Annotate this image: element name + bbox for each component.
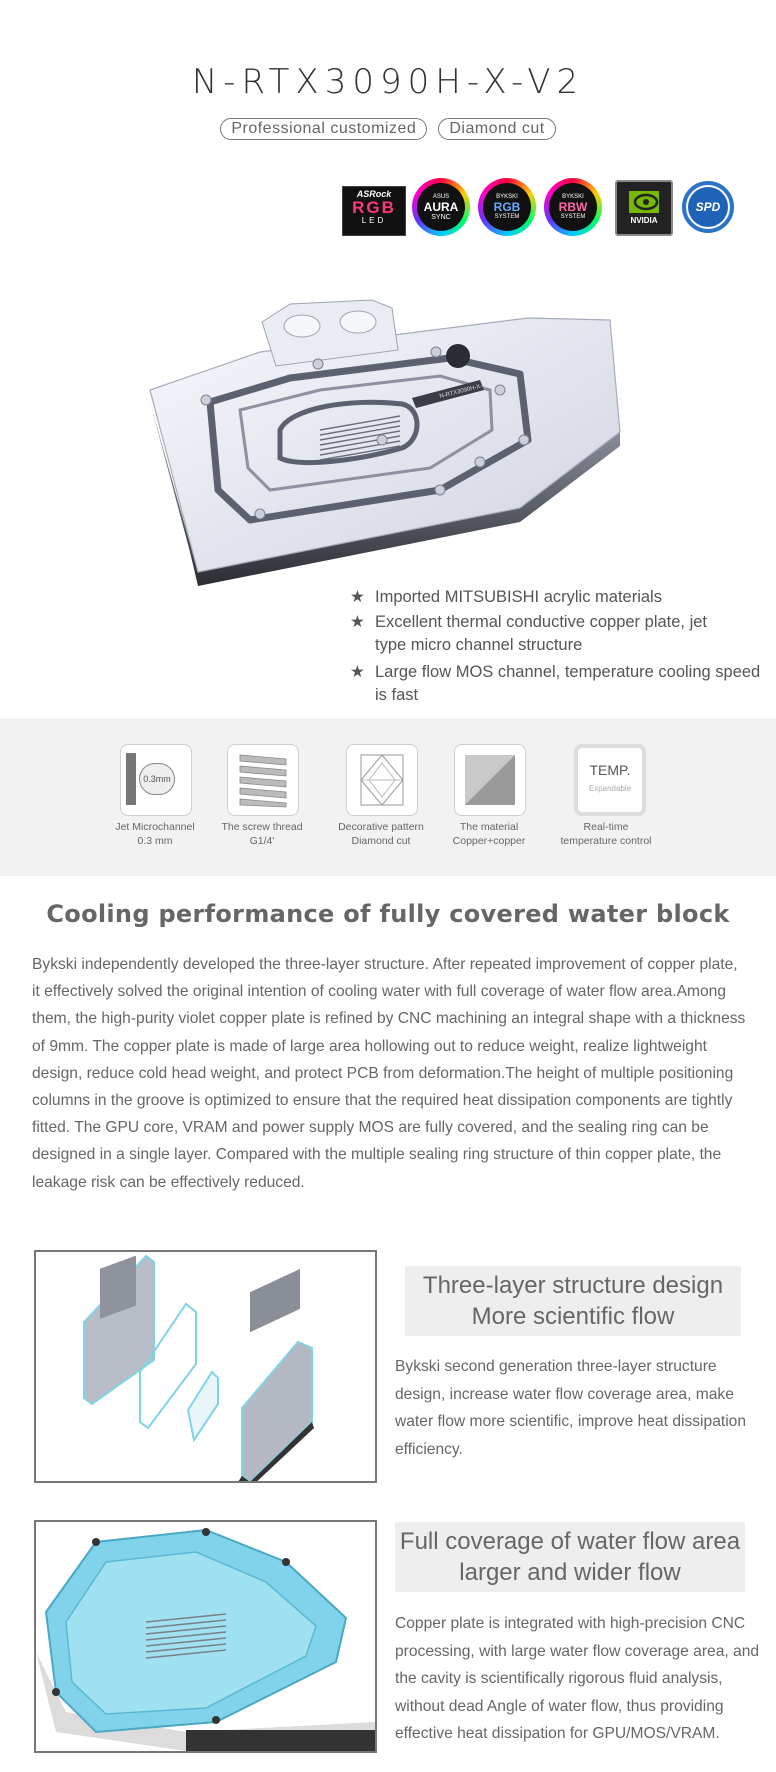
jet-microchannel-icon [120,744,192,816]
three-layer-title-line1: Three-layer structure design [422,1272,724,1299]
screw-thread-icon [227,744,299,816]
nvidia-text: NVIDIA [630,216,658,225]
spec-caption-diamond [321,820,441,848]
spec-line1: Real-time [583,821,629,833]
compatibility-logos [340,178,750,244]
product-title: N-RTX3090H-X-V2 [191,62,585,102]
nvidia-logo [615,180,673,236]
temp-badge-sub: Expandable [588,784,632,793]
asrock-rgb-logo [342,186,406,236]
three-layer-title [405,1266,741,1336]
jet-badge: 0.3mm [139,763,175,795]
material-icon [454,744,526,816]
feature-text: Large flow MOS channel, temperature cooling speed is fast [375,663,761,704]
spec-line1: Decorative pattern [338,821,424,833]
spec-line2: 0.3 mm [137,835,173,847]
asrock-led-text: LED [361,216,387,225]
spec-line2: G1/4' [249,835,275,847]
full-coverage-image [34,1520,377,1753]
water-block-illustration [140,290,640,600]
full-coverage-body: Copper plate is integrated with high-precision CNC processing, with large water flow coverage area, and the cavity is scientifically rigorous fluid analysis, without dead Angle of water flow, thus providing effective heat dissipation for GPU/MOS/VRAM. [395,1615,760,1742]
star-icon: ★ [350,663,365,681]
aura-sync-logo [412,178,470,236]
spec-caption-material [429,820,549,848]
aura-asus-text: ASUS [432,193,450,200]
rgb-text: RGB [493,200,521,214]
three-layer-body: Bykski second generation three-layer structure design, increase water flow coverage area, make water flow more scientific, improve heat dissipation efficiency. [395,1358,747,1458]
temp-badge: TEMP. [589,762,631,778]
spd-logo [682,181,734,233]
temp-icon [574,744,646,816]
diamond-pattern-icon [346,744,418,816]
feature-item [350,611,735,657]
cooling-heading: Cooling performance of fully covered water block [46,900,730,928]
asrock-rgb-text: RGB [352,198,396,217]
spec-caption-temp [546,820,666,848]
rbw-system-text: SYSTEM [560,214,586,220]
feature-item [350,661,775,707]
bykski-rbw-system-logo [544,178,602,236]
three-layer-image [34,1250,377,1483]
product-tags [0,118,776,140]
rbw-bykski-text: BYKSKI [562,194,584,200]
cooling-body: Bykski independently developed the three-layer structure. After repeated improvement of copper plate, it effectively solved the original intention of cooling water with full coverage of water flow area.Among them, the high-purity violet copper plate is refined by CNC machining an integral shape with a thickness of 9mm. The copper plate is made of large area hollowing out to reduce weight, realize lightweight design, reduce cold head weight, and protect PCB from deformation.The height of multiple positioning columns in the groove is optimized to ensure that the required heat dissipation components are tightly fitted. The GPU core, VRAM and power supply MOS are fully covered, and the sealing ring can be designed in a single layer. Compared with the multiple sealing ring structure of thin copper plate, the leakage risk can be effectively reduced. [32,956,746,1191]
rgb-system-text: SYSTEM [494,214,520,220]
spec-line1: The screw thread [221,821,303,833]
feature-text: Excellent thermal conductive copper plate, jet type micro channel structure [375,613,708,654]
block-model-label: N-RTX3090H-X-V2 [439,381,491,400]
feature-list [350,586,775,709]
rbw-text: RBW [558,200,588,214]
feature-item [350,586,775,609]
spec-caption-jet [95,820,215,848]
star-icon: ★ [350,588,365,606]
star-icon: ★ [350,613,365,631]
asrock-logo-text: ASRock [356,189,392,199]
exploded-layers-illustration [36,1252,375,1481]
full-coverage-title [395,1522,745,1592]
aura-text: AURA [423,199,459,214]
spec-line2: Diamond cut [351,835,411,847]
spd-text: SPD [695,200,721,214]
flow-channel-illustration [36,1522,375,1751]
spec-line2: Copper+copper [452,835,526,847]
bykski-rgb-system-logo [478,178,536,236]
spec-line1: The material [459,821,519,833]
aura-sync-text: SYNC [431,213,451,221]
tag-professional: Professional customized [220,118,427,140]
three-layer-title-line2: More scientific flow [471,1303,675,1330]
rgb-bykski-text: BYKSKI [496,194,518,200]
feature-text: Imported MITSUBISHI acrylic materials [375,588,662,606]
full-coverage-title-line2: larger and wider flow [459,1559,681,1586]
spec-caption-screw [202,820,322,848]
nvidia-eye-icon [629,191,659,213]
water-block-image [140,290,640,600]
full-coverage-title-line1: Full coverage of water flow area [399,1528,741,1555]
spec-line2: temperature control [560,835,652,847]
spec-line1: Jet Microchannel [115,821,195,833]
tag-diamond: Diamond cut [438,118,555,140]
